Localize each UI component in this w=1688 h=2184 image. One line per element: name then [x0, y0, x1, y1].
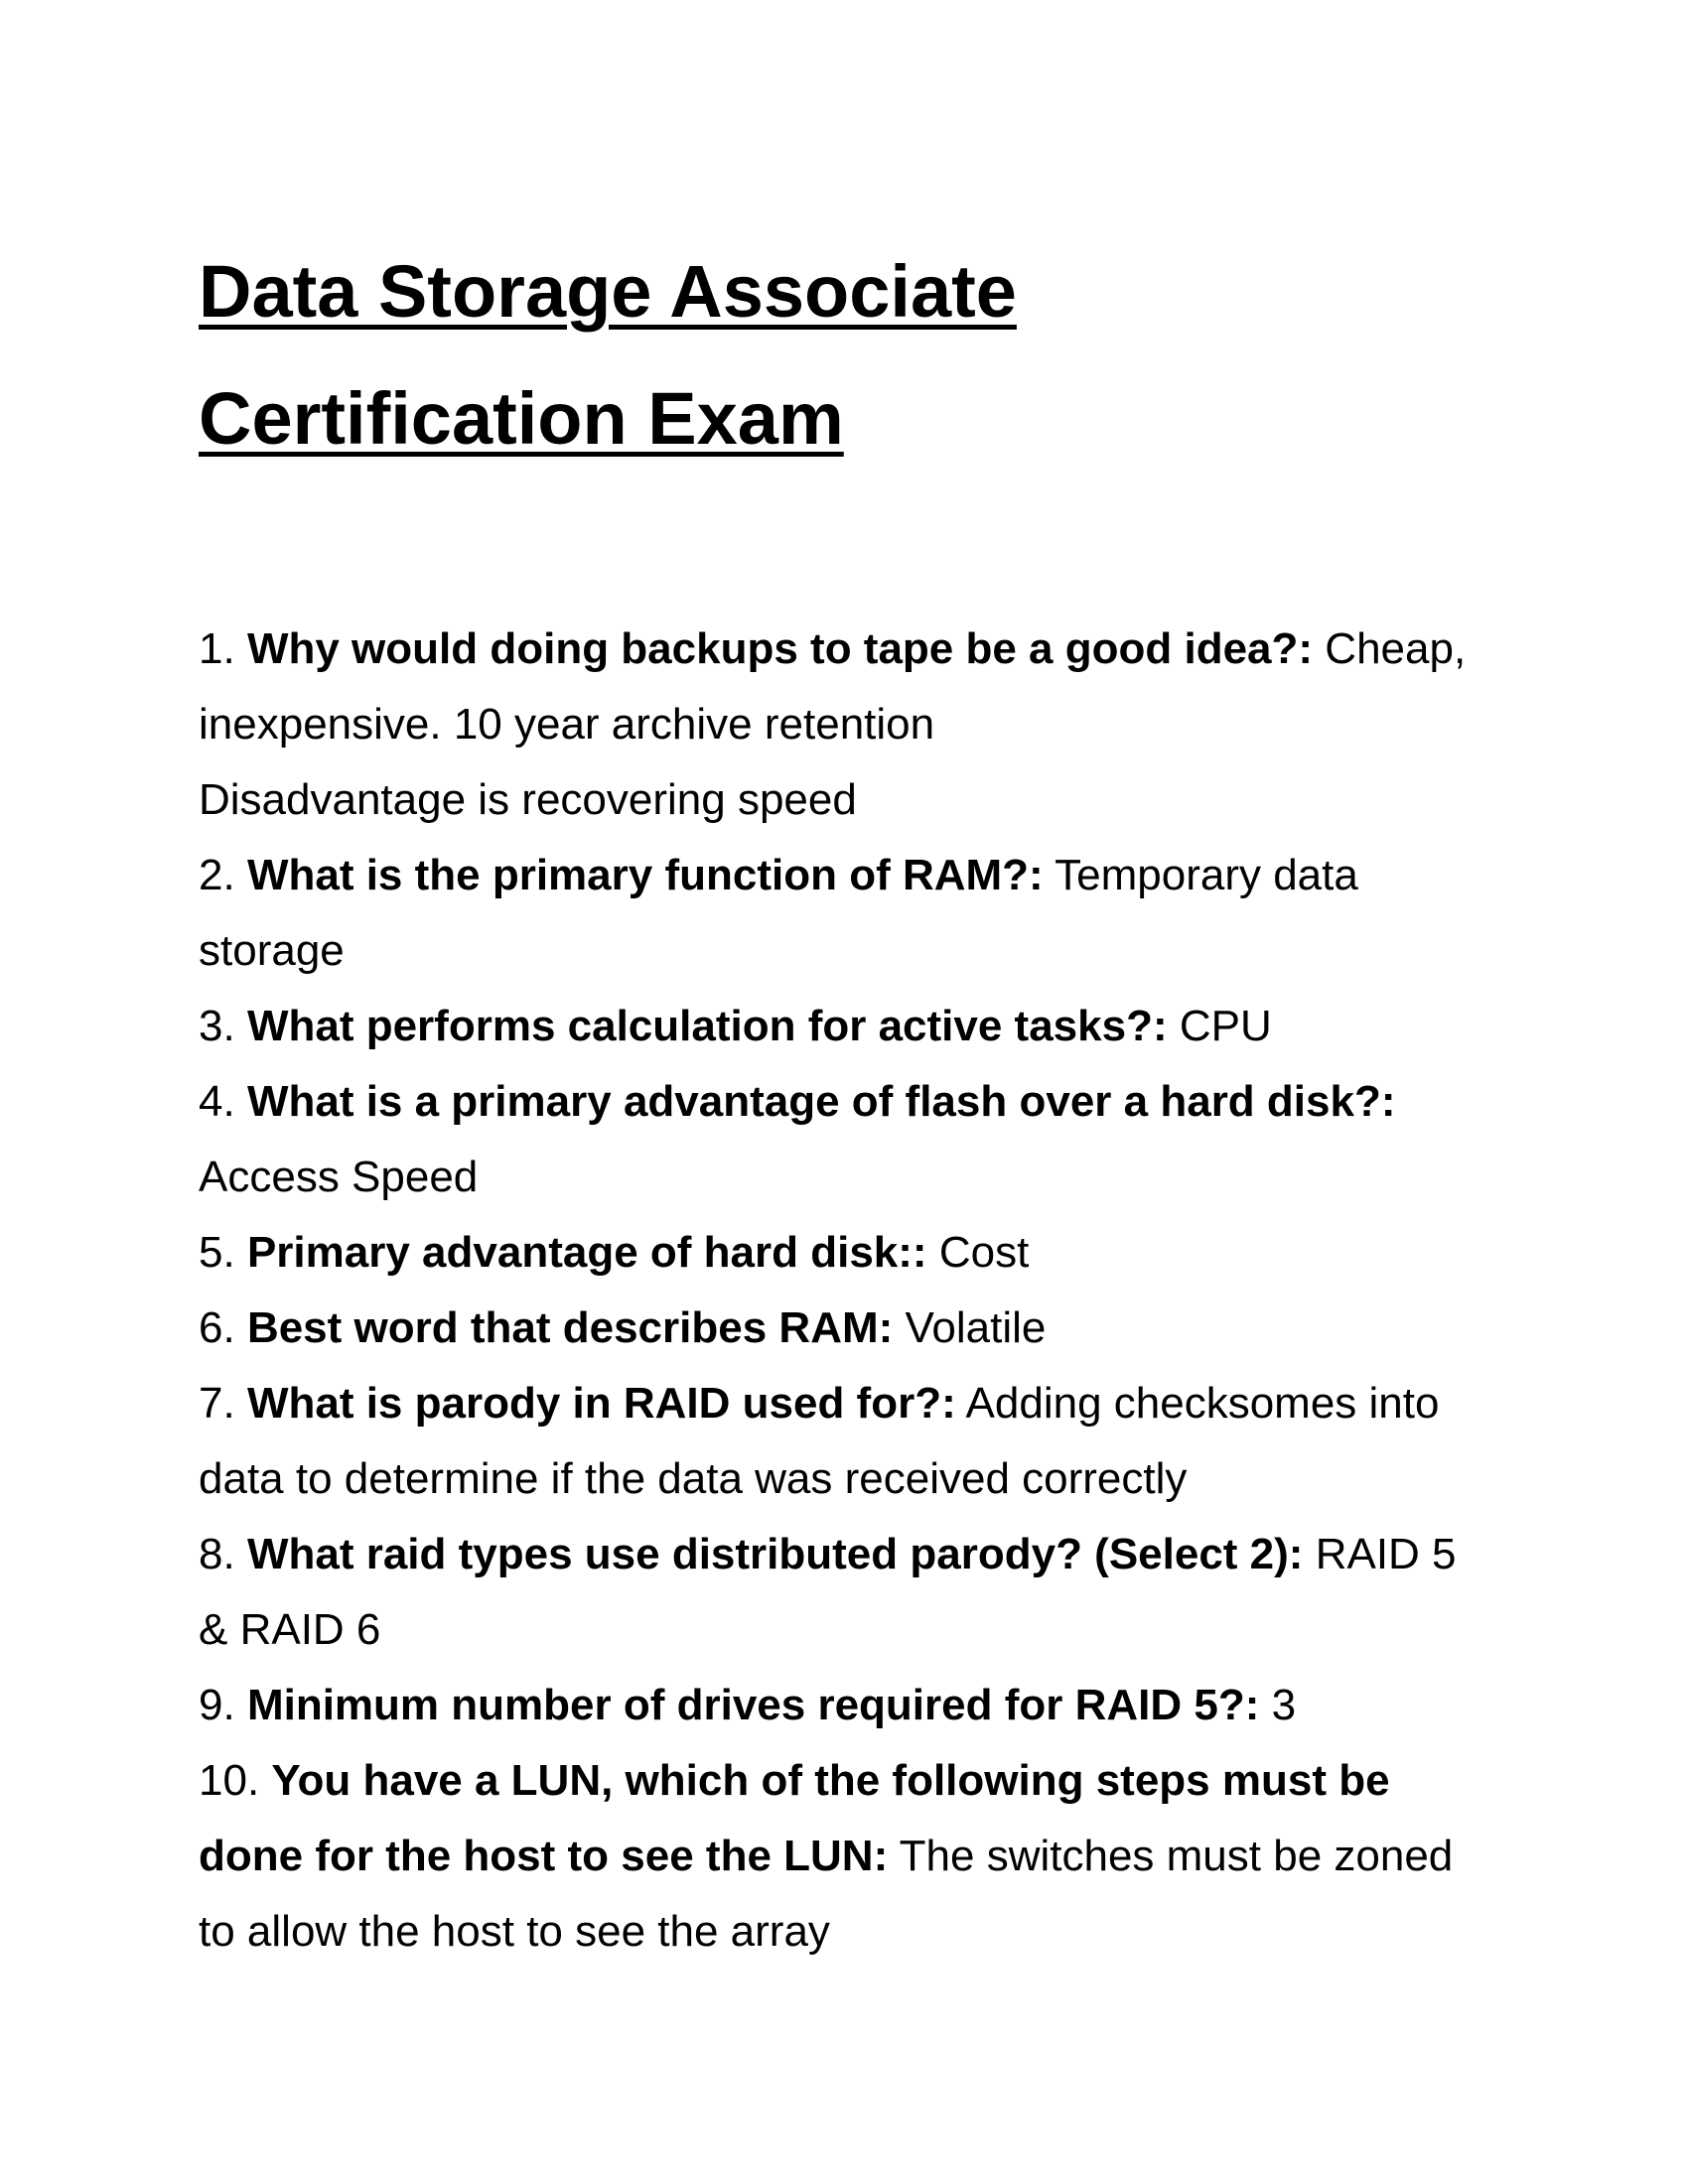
- answer-text: Cost: [938, 1228, 1030, 1277]
- answer-continuation: inexpensive. 10 year archive retention: [199, 700, 935, 749]
- question-text: What is parody in RAID used for?:: [246, 1379, 956, 1428]
- answer-continuation: to allow the host to see the array: [199, 1907, 830, 1956]
- qa-item-1: [199, 612, 1489, 838]
- item-number: 10.: [199, 1756, 260, 1805]
- question-text: You have a LUN, which of the following steps must be: [271, 1756, 1390, 1805]
- question-text: Why would doing backups to tape be a good idea?:: [246, 624, 1314, 673]
- item-number: 8.: [199, 1530, 235, 1578]
- item-number: 9.: [199, 1681, 235, 1729]
- item-number: 6.: [199, 1303, 235, 1352]
- title-line-2: Certification Exam: [199, 377, 844, 460]
- item-number: 5.: [199, 1228, 235, 1277]
- answer-continuation: & RAID 6: [199, 1605, 381, 1654]
- qa-item-4: [199, 1064, 1489, 1215]
- question-text: Best word that describes RAM:: [246, 1303, 894, 1352]
- answer-continuation: Access Speed: [199, 1153, 479, 1201]
- question-text: What raid types use distributed parody? (Select 2):: [246, 1530, 1304, 1578]
- document-page: [199, 228, 1489, 1970]
- qa-item-5: [199, 1215, 1489, 1291]
- answer-text: The switches must be zoned: [899, 1832, 1454, 1880]
- question-text: Minimum number of drives required for RAID 5?:: [246, 1681, 1260, 1729]
- answer-text: Cheap,: [1325, 624, 1467, 673]
- answer-continuation: Disadvantage is recovering speed: [199, 775, 857, 824]
- answer-text: 3: [1271, 1681, 1297, 1729]
- question-text: What performs calculation for active tasks?:: [246, 1002, 1168, 1050]
- item-number: 3.: [199, 1002, 235, 1050]
- qa-item-10: [199, 1743, 1489, 1970]
- answer-text: Volatile: [905, 1303, 1047, 1352]
- question-text: What is a primary advantage of flash over a hard disk?:: [246, 1077, 1396, 1126]
- answer-text: Temporary data: [1055, 851, 1358, 899]
- answer-continuation: storage: [199, 926, 345, 975]
- question-text: done for the host to see the LUN:: [199, 1832, 889, 1880]
- qa-item-6: [199, 1291, 1489, 1366]
- qa-item-3: [199, 989, 1489, 1064]
- answer-text: CPU: [1179, 1002, 1272, 1050]
- qa-item-9: [199, 1668, 1489, 1743]
- answer-continuation: data to determine if the data was received correctly: [199, 1454, 1188, 1503]
- qa-item-7: [199, 1366, 1489, 1517]
- qa-item-8: [199, 1517, 1489, 1668]
- answer-text: Adding checksomes into: [965, 1379, 1440, 1428]
- question-answer-list: [199, 612, 1489, 1970]
- document-title: [199, 228, 1489, 482]
- answer-text: RAID 5: [1315, 1530, 1457, 1578]
- item-number: 2.: [199, 851, 235, 899]
- item-number: 1.: [199, 624, 235, 673]
- item-number: 4.: [199, 1077, 235, 1126]
- question-text: What is the primary function of RAM?:: [246, 851, 1044, 899]
- qa-item-2: [199, 838, 1489, 989]
- question-text: Primary advantage of hard disk::: [246, 1228, 927, 1277]
- title-line-1: Data Storage Associate: [199, 250, 1017, 333]
- item-number: 7.: [199, 1379, 235, 1428]
